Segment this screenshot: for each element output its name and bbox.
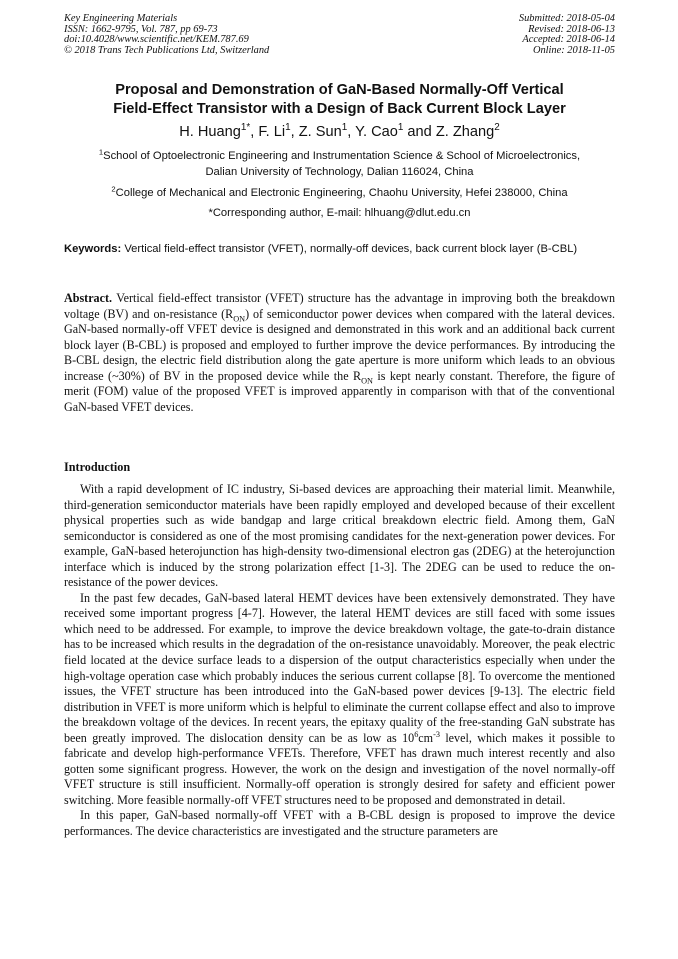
submission-dates (519, 14, 615, 56)
introduction-body (64, 482, 615, 840)
submitted-date: Submitted: 2018-05-04 (518, 13, 615, 24)
author-affiliation-mark: 1* (240, 122, 251, 134)
paragraph: With a rapid development of IC industry, Si-based devices are approaching their material limit. Meanwhile, third-generation semiconductor materials have been rapidly employed and developed because of their excellent physical properties such as wide bandgap and large critical breakdown electric field. Among them, GaN semiconductor is considered as one of the most promising candidates for the next-generation power devices. For example, GaN-based heterojunction has high-density two-dimensional electron gas (2DEG) at the heterojunction interface which is induced by the strong polarization effect [1-3]. The 2DEG can be used to reduce the on-resistance of the power devices. (64, 482, 615, 590)
abstract-text: ) of semiconductor power devices when compared with the lateral devices. GaN-based normally-off VFET device is designed and demonstrated in this work and an additional back current block layer (B-CBL) is proposed and employed to further improve the device performances. By introducing the B-CBL design, the electric field distribution along the gate aperture is more uniform which leads to an obvious increase (~30%) of BV in the proposed device while the R (64, 306, 615, 383)
title-line-2: Field-Effect Transistor with a Design of Back Current Block Layer (113, 101, 566, 117)
author-affiliation-mark: 1 (341, 122, 348, 134)
paragraph (64, 591, 615, 809)
superscript: 6 (414, 729, 419, 739)
author-name: F. Li (258, 124, 286, 140)
affiliation-1 (64, 149, 615, 180)
affiliation-1-line-2: Dalian University of Technology, Dalian 116024, China (205, 165, 474, 178)
author-name: Z. Sun (298, 124, 342, 140)
paragraph-text: In the past few decades, GaN-based lateral HEMT devices have been extensively demonstrated. They have received some important progress [4-7]. However, the lateral HEMT devices are still faced with some issues which need to be addressed. For example, to improve the device breakdown voltage, the gate-to-drain distance has to be increased which results in the degradation of the on-resistance unavoidably. Moreover, the peak electric field located at the device surface leads to a dispersion of the output characteristics especially when under the high-voltage operation case which probably induces the serious current collapse [8]. To overcome the mentioned issues, the VFET structure has been introduced into the GaN-based power devices [9-13]. The electric field distribution in VFET is more uniform which is helpful to eliminate the current collapse effect and also to improve the breakdown voltage of the devices. In recent years, the epitaxy quality of the free-standing GaN substrate has been greatly improved. The dislocation density can be as low as 10 (64, 590, 615, 745)
affiliation-1-line-1: School of Optoelectronic Engineering and Instrumentation Science & School of Microelectronics, (103, 150, 581, 162)
author-name: Z. Zhang (435, 124, 495, 140)
title-line-1: Proposal and Demonstration of GaN-Based Normally-Off Vertical (115, 82, 564, 98)
journal-info (64, 14, 269, 56)
copyright-line: © 2018 Trans Tech Publications Ltd, Switzerland (64, 44, 270, 56)
abstract-text: is kept nearly constant. Therefore, the figure of merit (FOM) value of the proposed VFET is improved apparently in comparison with that of the conventional GaN-based VFET devices. (64, 368, 615, 414)
affiliation-2-text: College of Mechanical and Electronic Engineering, Chaohu University, Hefei 238000, China (115, 187, 568, 199)
author-list (64, 123, 615, 141)
author-name: H. Huang (179, 124, 241, 140)
issn-line: ISSN: 1662-9795, Vol. 787, pp 69-73 (64, 23, 218, 35)
author-separator: , (347, 124, 356, 140)
author-affiliation-mark: 2 (494, 122, 500, 134)
corresponding-author: *Corresponding author, E-mail: hlhuang@dlut.edu.cn (208, 207, 471, 219)
abstract-label: Abstract. (64, 291, 113, 305)
section-heading-introduction: Introduction (64, 460, 131, 474)
abstract-block (64, 291, 615, 415)
author-affiliation-mark: 1 (397, 122, 404, 134)
affiliation-mark: 2 (111, 184, 116, 194)
author-separator: and (403, 124, 436, 140)
subscript: ON (361, 376, 373, 386)
revised-date: Revised: 2018-06-13 (528, 23, 615, 35)
paragraph: In this paper, GaN-based normally-off VFET with a B-CBL design is proposed to improve the device performances. The device characteristics are investigated and the structure parameters are (64, 808, 615, 839)
paper-title (64, 81, 615, 119)
affiliation-2 (64, 186, 615, 202)
author-separator: , (250, 124, 259, 140)
superscript: -3 (433, 729, 440, 739)
paragraph-text: cm (418, 730, 434, 745)
paragraph-text: level, which makes it possible to fabricate and develop high-performance VFETs. Therefore, VFET has drawn much interest recently and also gotten some significant progress. However, the work on the design and investigation of the novel normally-off VFET structure is still insufficient. Normally-off operation is strongly desired for safety and efficient power switching. More feasible normally-off VFET structures need to be proposed and demonstrated in detail. (64, 730, 615, 807)
journal-name: Key Engineering Materials (64, 13, 178, 24)
online-date: Online: 2018-11-05 (532, 44, 615, 56)
subscript: ON (233, 313, 246, 323)
doi-line: doi:10.4028/www.scientific.net/KEM.787.69 (64, 34, 249, 46)
accepted-date: Accepted: 2018-06-14 (522, 34, 615, 46)
abstract-text: Vertical field-effect transistor (VFET) structure has the advantage in improving both the breakdown voltage (BV) and on-resistance (R (64, 291, 615, 321)
author-separator: , (290, 124, 299, 140)
author-affiliation-mark: 1 (285, 122, 291, 134)
keywords-text: Vertical field-effect transistor (VFET), normally-off devices, back current block layer (B-CBL) (124, 243, 578, 255)
keywords-block (64, 242, 615, 258)
author-name: Y. Cao (355, 124, 398, 140)
keywords-label: Keywords: (64, 243, 122, 255)
affiliation-mark: 1 (98, 147, 104, 157)
